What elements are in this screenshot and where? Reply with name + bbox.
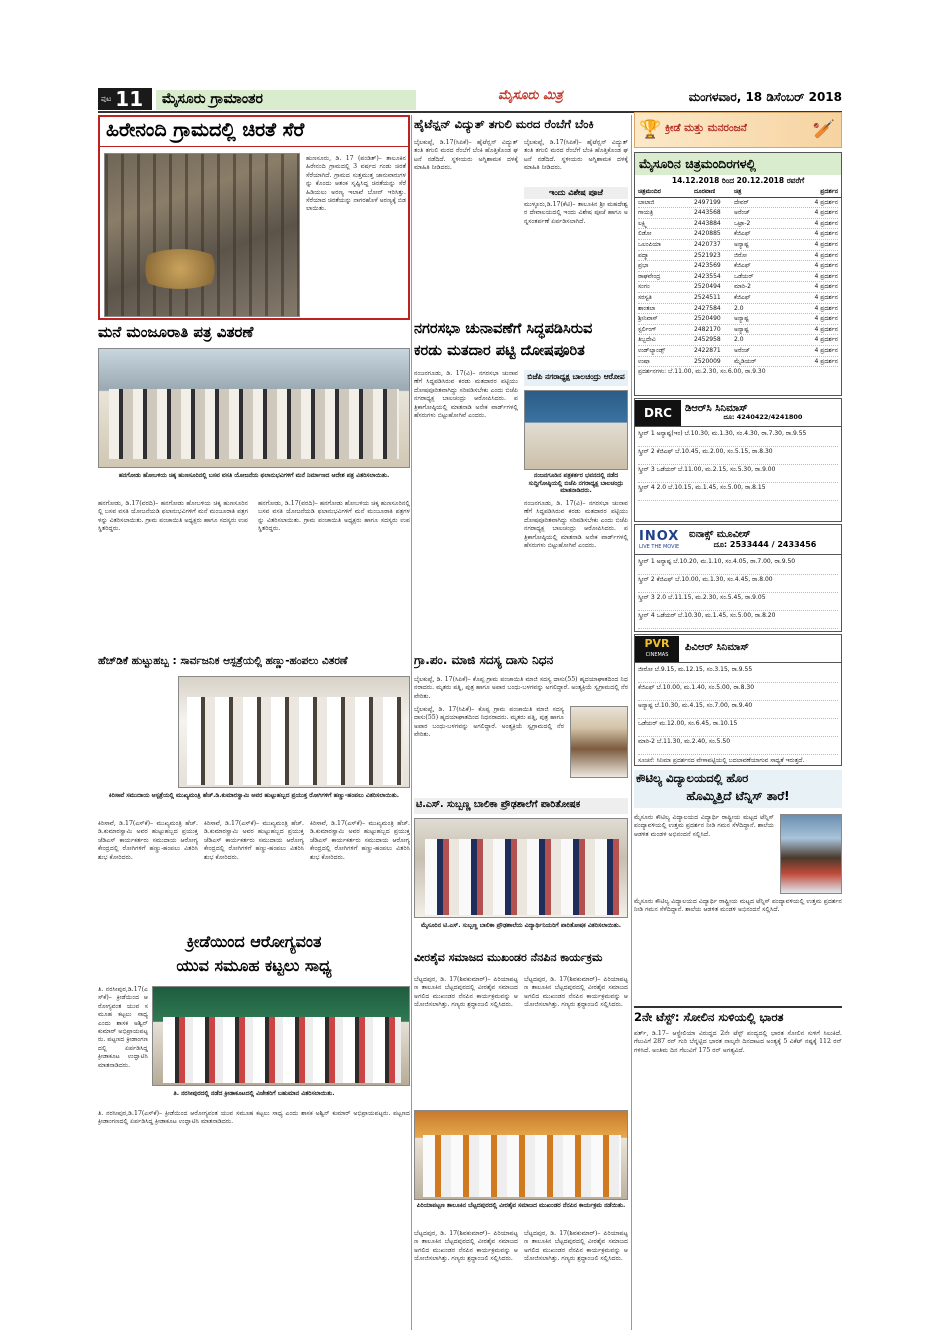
headline-line-2: ಯುವ ಸಮೂಹ ಕಟ್ಟಲು ಸಾಧ್ಯ xyxy=(176,958,332,975)
theatre-row: ಶಾಂತಲಾ 2427584 2.0 4 ಪ್ರದರ್ಶನ xyxy=(638,304,838,315)
theatre-row: ಶ್ರೀನಿವಾಸ್ 2520490 ಅನ್ಯಾಷ್ಟ 4 ಪ್ರದರ್ಶನ xyxy=(638,314,838,325)
article-body-side: ತಿ. ನರಸೀಪುರ,ಡಿ.17(ಎಸ್‌ಕೆ)– ಕ್ರೀಡೆಯಿಂದ ಆರೋಗ್ಯವಂತ ಯುವ ಸಮೂಹ ಕಟ್ಟಲು ಸಾಧ್ಯ ಎಂದು ಶಾಸಕ ಅಶ್ವಿನ್ ಕುಮಾರ್ ಅಭಿಪ್ರಾಯಪಟ್ಟರು. ಪಟ್ಟಣದ ಕ್ರೀಡಾಂಗಣದಲ್ಲಿ ಏರ್ಪಡಿಸಿದ್ದ ಕ್ರೀಡಾಕೂಟ ಉದ್ಘಾಟಿಸಿ ಮಾತನಾಡಿದರು. xyxy=(98,986,148,1069)
article-body: ಬೈಲಕುಪ್ಪೆ, ಡಿ. 17(ಸಿಪಿಕೆ)– ಕೊಪ್ಪ ಗ್ರಾಮ ಪಂಚಾಯಿತಿ ಮಾಜಿ ಸದಸ್ಯ ದಾಸು(55) ಹೃದಯಾಘಾತದಿಂದ ನಿಧನರಾದರು. ಮೃತರು ಪತ್ನಿ, ಪುತ್ರ ಹಾಗೂ ಅಪಾರ ಬಂಧು-ಬಳಗವನ್ನು ಅಗಲಿದ್ದಾರೆ. ಅಂತ್ಯಕ್ರಿಯೆ ಸ್ವಗ್ರಾಮದಲ್ಲಿ ನೆರವೇರಿತು. xyxy=(414,676,628,700)
article-veerashaiva xyxy=(414,952,628,1330)
theatre-row: ಉಡ್‌ಲ್ಯಾಂಡ್ಸ್ 2422871 ಅರೆಂಜ್ 4 ಪ್ರದರ್ಶನ xyxy=(638,346,838,357)
article-body-2: ಹನಗೋಡು, ಡಿ.17(ವರದಿ)– ಹನಗೋಡು ಹೋಬಳಿಯ ಚಿಕ್ಕ ಹುಣಸೂರಿನಲ್ಲಿ ಬಸವ ವಸತಿ ಯೋಜನೆಯಡಿ ಫಲಾನುಭವಿಗಳಿಗೆ ಮನೆ ಮಂಜೂರಾತಿ ಪತ್ರಗಳನ್ನು ವಿತರಿಸಲಾಯಿತು. ಗ್ರಾಮ ಪಂಚಾಯಿತಿ ಅಧ್ಯಕ್ಷರು ಹಾಗೂ ಸದಸ್ಯರು ಉಪಸ್ಥಿತರಿದ್ದರು. xyxy=(258,500,410,533)
theatre-row: ಲಕ್ಷ್ಮಿ 2443884 ಒಟ್ರಾ-2 4 ಪ್ರದರ್ಶನ xyxy=(638,219,838,230)
theatres-header-row: ಚಿತ್ರಮಂದಿರ ದೂರವಾಣಿ ಚಿತ್ರ ಪ್ರದರ್ಶನ xyxy=(635,187,841,198)
pvr-cinemas xyxy=(634,634,842,766)
article-body-3: ಕಿರಿಸಾವೆ, ಡಿ.17(ಎಸ್‌ಕೆ)– ಮುಖ್ಯಮಂತ್ರಿ ಹೆಚ್.ಡಿ.ಕುಮಾರಸ್ವಾಮಿ ಅವರ ಹುಟ್ಟುಹಬ್ಬದ ಪ್ರಯುಕ್ತ ಜೆಡಿಎಸ್ ಕಾರ್ಯಕರ್ತರು ಸಮುದಾಯ ಆರೋಗ್ಯ ಕೇಂದ್ರದಲ್ಲಿ ರೋಗಿಗಳಿಗೆ ಹಣ್ಣು-ಹಂಪಲು ವಿತರಿಸಿ ಶುಭ ಕೋರಿದರು. xyxy=(310,820,410,861)
showtime-row: ಜೀರೋ ಬೆ.9.15, ಮ.12.15, ಸಂ.3.15, ರಾ.9.55 xyxy=(638,665,838,683)
section-title: ಮೈಸೂರು ಗ್ರಾಮಾಂತರ xyxy=(156,90,416,110)
drc-title: ಡಿಆರ್‌ಸಿ ಸಿನಿಮಾಸ್ xyxy=(685,403,748,414)
article-body: ಬೆಟ್ಟದಪುರ, ಡಿ. 17(ಶಿವಕುಮಾರ್)– ಪಿರಿಯಾಪಟ್ಟಣ ತಾಲೂಕಿನ ಬೆಟ್ಟದಪುರದಲ್ಲಿ ವೀರಶೈವ ಸಮಾಜದ ಅಗಲಿದ ಮುಖಂಡರ ನೆನಪಿನ ಕಾರ್ಯಕ್ರಮವನ್ನು ಆಯೋಜಿಸಲಾಗಿತ್ತು. ಗಣ್ಯರು ಶ್ರದ್ಧಾಂಜಲಿ ಸಲ್ಲಿಸಿದರು. xyxy=(414,976,518,1009)
showtime-row: ಸ್ಕ್ರೀನ್ 4 2.0 ಬೆ.10.15, ಮ.1.45, ಸಂ.5.00, ರಾ.8.15 xyxy=(638,483,838,501)
issue-date: ಮಂಗಳವಾರ, 18 ಡಿಸೆಂಬರ್ 2018 xyxy=(688,91,842,104)
theatres-dates: 14.12.2018 ರಿಂದ 20.12.2018 ರವರೆಗೆ xyxy=(671,176,805,185)
photo-caption: ಹನಗೋಡು ಹೋಬಳಿಯ ಚಿಕ್ಕ ಹುಣಸೂರಿನಲ್ಲಿ ಬಸವ ವಸತಿ ಯೋಜನೆಯ ಫಲಾನುಭವಿಗಳಿಗೆ ಮನೆ ನಿರ್ಮಾಣದ ಆದೇಶ ಪತ್ರ ವಿತರಿಸಲಾಯಿತು. xyxy=(118,472,390,479)
article-house xyxy=(98,322,410,650)
tennis-player-photo xyxy=(780,814,842,894)
page-word: ಪುಟ xyxy=(101,94,112,103)
subheadline: ಇಂದು ವಿಶೇಷ ಪೂಜೆ xyxy=(524,187,628,199)
theatre-row: ಒಲಂಪಿಯಾ 2420737 ಅನ್ಯಾಷ್ಟ 4 ಪ್ರದರ್ಶನ xyxy=(638,240,838,251)
page-header xyxy=(98,86,842,112)
theatre-row: ಉಷಾ 2520009 ಮೈಡಿಯರ್ 4 ಪ್ರದರ್ಶನ xyxy=(638,357,838,368)
article-body-4: ಬೆಟ್ಟದಪುರ, ಡಿ. 17(ಶಿವಕುಮಾರ್)– ಪಿರಿಯಾಪಟ್ಟಣ ತಾಲೂಕಿನ ಬೆಟ್ಟದಪುರದಲ್ಲಿ ವೀರಶೈವ ಸಮಾಜದ ಅಗಲಿದ ಮುಖಂಡರ ನೆನಪಿನ ಕಾರ್ಯಕ್ರಮವನ್ನು ಆಯೋಜಿಸಲಾಗಿತ್ತು. ಗಣ್ಯರು ಶ್ರದ್ಧಾಂಜಲಿ ಸಲ್ಲಿಸಿದರು. xyxy=(524,1230,628,1263)
banner-title: ಕ್ರೀಡೆ ಮತ್ತು ಮನರಂಜನೆ xyxy=(665,123,747,134)
headline-line-1: ನಗರಸಭಾ ಚುನಾವಣೆಗೆ ಸಿದ್ಧಪಡಿಸಿರುವ xyxy=(414,322,593,337)
headline: ಹಿರೇನಂದಿ ಗ್ರಾಮದಲ್ಲಿ ಚಿರತೆ ಸೆರೆ xyxy=(100,117,408,147)
inox-phone: ದೂ: 2533444 / 2433456 xyxy=(713,540,817,549)
showtime-row: ಸ್ಕ್ರೀನ್ 3 2.0 ಬೆ.11.15, ಮ.2.30, ಸಂ.5.45, ರಾ.9.05 xyxy=(638,593,838,611)
article-body-2: ಕಿರಿಸಾವೆ, ಡಿ.17(ಎಸ್‌ಕೆ)– ಮುಖ್ಯಮಂತ್ರಿ ಹೆಚ್.ಡಿ.ಕುಮಾರಸ್ವಾಮಿ ಅವರ ಹುಟ್ಟುಹಬ್ಬದ ಪ್ರಯುಕ್ತ ಜೆಡಿಎಸ್ ಕಾರ್ಯಕರ್ತರು ಸಮುದಾಯ ಆರೋಗ್ಯ ಕೇಂದ್ರದಲ್ಲಿ ರೋಗಿಗಳಿಗೆ ಹಣ್ಣು-ಹಂಪಲು ವಿತರಿಸಿ ಶುಭ ಕೋರಿದರು. xyxy=(204,820,304,861)
inox-logo: INOX LIVE THE MOVIE xyxy=(639,529,680,550)
article-body-2: ಬೆಟ್ಟದಪುರ, ಡಿ. 17(ಶಿವಕುಮಾರ್)– ಪಿರಿಯಾಪಟ್ಟಣ ತಾಲೂಕಿನ ಬೆಟ್ಟದಪುರದಲ್ಲಿ ವೀರಶೈವ ಸಮಾಜದ ಅಗಲಿದ ಮುಖಂಡರ ನೆನಪಿನ ಕಾರ್ಯಕ್ರಮವನ್ನು ಆಯೋಜಿಸಲಾಗಿತ್ತು. ಗಣ್ಯರು ಶ್ರದ್ಧಾಂಜಲಿ ಸಲ್ಲಿಸಿದರು. xyxy=(524,976,628,1009)
headline-line-1: ಕ್ರೀಡೆಯಿಂದ ಆರೋಗ್ಯವಂತ xyxy=(186,934,322,951)
article-body-3: ಬೆಟ್ಟದಪುರ, ಡಿ. 17(ಶಿವಕುಮಾರ್)– ಪಿರಿಯಾಪಟ್ಟಣ ತಾಲೂಕಿನ ಬೆಟ್ಟದಪುರದಲ್ಲಿ ವೀರಶೈವ ಸಮಾಜದ ಅಗಲಿದ ಮುಖಂಡರ ನೆನಪಿನ ಕಾರ್ಯಕ್ರಮವನ್ನು ಆಯೋಜಿಸಲಾಗಿತ್ತು. ಗಣ್ಯರು ಶ್ರದ್ಧಾಂಜಲಿ ಸಲ್ಲಿಸಿದರು. xyxy=(414,1230,518,1263)
article-body-2: ಬೈಲಕುಪ್ಪೆ, ಡಿ.17(ಸಿಪಿಕೆ)– ಹೈಟೆನ್ಷನ್ ವಿದ್ಯುತ್ ತಂತಿ ತಗುಲಿ ಮರದ ರೆಂಬೆಗೆ ಬೆಂಕಿ ಹೊತ್ತಿಕೊಂಡ ಘಟನೆ ನಡೆದಿದೆ. ಸ್ಥಳೀಯರು ಅಗ್ನಿಶಾಮಕ ದಳಕ್ಕೆ ಮಾಹಿತಿ ನೀಡಿದರು. xyxy=(524,139,628,172)
theatre-row: ಬಾಲಾಜಿ 2497199 ದೇವರ್ 4 ಪ್ರದರ್ಶನ xyxy=(638,198,838,209)
showtime-row: ಒಡೆಯರ್ ಮ.12.00, ಸಂ.6.45, ರಾ.10.15 xyxy=(638,719,838,737)
page-number: 11 xyxy=(115,87,144,111)
photo-caption: ನಂಜನಗೂಡಿನ ಪತ್ರಕರ್ತರ ಭವನದಲ್ಲಿ ನಡೆದ ಸುದ್ದಿಗೋಷ್ಠಿಯಲ್ಲಿ ಬಿಜೆಪಿ ನಗರಾಧ್ಯಕ್ಷ ಬಾಲಚಂದ್ರು ಮಾತನಾಡಿದರು. xyxy=(528,472,624,494)
inox-title: ಐನಾಕ್ಸ್ ಮೂವೀಸ್ xyxy=(689,530,751,541)
drc-cinemas xyxy=(634,398,842,522)
showtime-row: ಸ್ಕ್ರೀನ್ 2 ಕೆಜಿಎಫ್ ಬೆ.10.00, ಮ.1.30, ಸಂ.4.45, ರಾ.8.00 xyxy=(638,575,838,593)
headline-line-2: ಹೊಮ್ಮಿತ್ತಿದೆ ಟೆನ್ನಿಸ್ ತಾರೆ! xyxy=(634,788,842,808)
headline: ಗ್ರಾ.ಪಂ. ಮಾಜಿ ಸದಸ್ಯ ದಾಸು ನಿಧನ xyxy=(414,654,554,667)
pvr-note: ಸೂಚನೆ: ಸಿನಿಮಾ ಪ್ರದರ್ಶನದ ವೇಳಾಪಟ್ಟಿಯಲ್ಲಿ ಬದಲಾವಣೆಯಾಗುವ ಸಾಧ್ಯತೆ ಇರುತ್ತದೆ. xyxy=(638,757,805,764)
headline: ಟಿ.ಎಸ್. ಸುಬ್ಬಣ್ಣ ಬಾಲಿಕಾ ಪ್ರೌಢಶಾಲೆಗೆ ಪಾರಿತೋಷಕ xyxy=(414,798,628,814)
cricket-icon: 🏏 xyxy=(812,119,835,140)
article-body: ತಿ. ನರಸೀಪುರ,ಡಿ.17(ಎಸ್‌ಕೆ)– ಕ್ರೀಡೆಯಿಂದ ಆರೋಗ್ಯವಂತ ಯುವ ಸಮೂಹ ಕಟ್ಟಲು ಸಾಧ್ಯ ಎಂದು ಶಾಸಕ ಅಶ್ವಿನ್ ಕುಮಾರ್ ಅಭಿಪ್ರಾಯಪಟ್ಟರು. ಪಟ್ಟಣದ ಕ್ರೀಡಾಂಗಣದಲ್ಲಿ ಏರ್ಪಡಿಸಿದ್ದ ಕ್ರೀಡಾಕೂಟ ಉದ್ಘಾಟಿಸಿ ಮಾತನಾಡಿದರು. xyxy=(98,1110,410,1126)
drc-logo: DRC xyxy=(635,400,681,426)
theatre-row: ಲಿಡೋ 2420885 ಕೆಜಿಎಫ್ 4 ಪ್ರದರ್ಶನ xyxy=(638,229,838,240)
article-electric xyxy=(414,115,628,320)
photo-caption: ಕಿರಿಸಾವೆ ಸಮುದಾಯ ಆಸ್ಪತ್ರೆಯಲ್ಲಿ ಮುಖ್ಯಮಂತ್ರಿ ಹೆಚ್.ಡಿ.ಕುಮಾರಸ್ವಾಮಿ ಅವರ ಹುಟ್ಟುಹಬ್ಬದ ಪ್ರಯುಕ್ತ ರೋಗಿಗಳಿಗೆ ಹಣ್ಣು-ಹಂಪಲು ವಿತರಿಸಲಾಯಿತು. xyxy=(108,792,400,799)
pvr-showtimes xyxy=(635,663,841,757)
pvr-title: ಪಿವಿಆರ್ ಸಿನಿಮಾಸ್ xyxy=(685,643,749,654)
headline: ಹೈಟೆನ್ಷನ್ ವಿದ್ಯುತ್ ತಗುಲಿ ಮರದ ರೆಂಬೆಗೆ ಬೆಂಕಿ xyxy=(414,117,594,131)
award-photo xyxy=(414,818,628,918)
article-body: ಬೈಲಕುಪ್ಪೆ, ಡಿ.17(ಸಿಪಿಕೆ)– ಹೈಟೆನ್ಷನ್ ವಿದ್ಯುತ್ ತಂತಿ ತಗುಲಿ ಮರದ ರೆಂಬೆಗೆ ಬೆಂಕಿ ಹೊತ್ತಿಕೊಂಡ ಘಟನೆ ನಡೆದಿದೆ. ಸ್ಥಳೀಯರು ಅಗ್ನಿಶಾಮಕ ದಳಕ್ಕೆ ಮಾಹಿತಿ ನೀಡಿದರು. xyxy=(414,139,518,172)
article-body-3: ಮುಳ್ಳೂರು,ಡಿ.17(ಕೆಟಿ)– ತಾಲೂಕಿನ ಶ್ರೀ ಮಹದೇಶ್ವರ ದೇವಾಲಯದಲ್ಲಿ ಇಂದು ವಿಶೇಷ ಪೂಜೆ ಹಾಗೂ ಅನ್ನಸಂತರ್ಪಣೆ ಏರ್ಪಡಿಸಲಾಗಿದೆ. xyxy=(524,201,628,225)
theatre-row: ಸರಸ್ವತಿ 2524511 ಕೆಜಿಎಫ್ 4 ಪ್ರದರ್ಶನ xyxy=(638,293,838,304)
article-body-2: ನಂಜನಗೂಡು, ಡಿ. 17(ವಿ)– ನಗರಸಭಾ ಚುನಾವಣೆಗೆ ಸಿದ್ಧಪಡಿಸಿರುವ ಕರಡು ಮತದಾರರ ಪಟ್ಟಿಯು ದೋಷಪೂರಿತವಾಗಿದ್ದು ಸರಿಪಡಿಸಬೇಕು ಎಂದು ಬಿಜೆಪಿ ನಗರಾಧ್ಯಕ್ಷ ಬಾಲಚಂದ್ರು ಆರೋಪಿಸಿದರು. ಪತ್ರಿಕಾಗೋಷ್ಠಿಯಲ್ಲಿ ಮಾತನಾಡಿ ಅನೇಕ ವಾರ್ಡ್‌ಗಳಲ್ಲಿ ಹೆಸರುಗಳು ಬಿಟ್ಟುಹೋಗಿವೆ ಎಂದರು. xyxy=(524,500,628,550)
article-body: ಹನಗೋಡು, ಡಿ.17(ವರದಿ)– ಹನಗೋಡು ಹೋಬಳಿಯ ಚಿಕ್ಕ ಹುಣಸೂರಿನಲ್ಲಿ ಬಸವ ವಸತಿ ಯೋಜನೆಯಡಿ ಫಲಾನುಭವಿಗಳಿಗೆ ಮನೆ ಮಂಜೂರಾತಿ ಪತ್ರಗಳನ್ನು ವಿತರಿಸಲಾಯಿತು. ಗ್ರಾಮ ಪಂಚಾಯಿತಿ ಅಧ್ಯಕ್ಷರು ಹಾಗೂ ಸದಸ್ಯರು ಉಪಸ್ಥಿತರಿದ್ದರು. xyxy=(98,500,248,533)
article-body-2: ಬೈಲಕುಪ್ಪೆ, ಡಿ. 17(ಸಿಪಿಕೆ)– ಕೊಪ್ಪ ಗ್ರಾಮ ಪಂಚಾಯಿತಿ ಮಾಜಿ ಸದಸ್ಯ ದಾಸು(55) ಹೃದಯಾಘಾತದಿಂದ ನಿಧನರಾದರು. ಮೃತರು ಪತ್ನಿ, ಪುತ್ರ ಹಾಗೂ ಅಪಾರ ಬಂಧು-ಬಳಗವನ್ನು ಅಗಲಿದ್ದಾರೆ. ಅಂತ್ಯಕ್ರಿಯೆ ಸ್ವಗ್ರಾಮದಲ್ಲಿ ನೆರವೇರಿತು. xyxy=(414,706,564,739)
entertainment-banner xyxy=(634,112,842,148)
article-body-2: ಮೈಸೂರು ಕೌಟಿಲ್ಯ ವಿದ್ಯಾಲಯದ ವಿದ್ಯಾರ್ಥಿ ರಾಷ್ಟ್ರೀಯ ಮಟ್ಟದ ಟೆನ್ನಿಸ್ ಪಂದ್ಯಾವಳಿಯಲ್ಲಿ ಉತ್ತಮ ಪ್ರದರ್ಶನ ನೀಡಿ ಗಮನ ಸೆಳೆದಿದ್ದಾನೆ. ಶಾಲೆಯ ಆಡಳಿತ ಮಂಡಳಿ ಅಭಿನಂದನೆ ಸಲ್ಲಿಸಿದೆ. xyxy=(634,898,842,914)
sports-award-photo xyxy=(152,986,410,1086)
masthead: ಮೈಸೂರು ಮಿತ್ರ xyxy=(498,89,563,103)
article-body: ಕಿರಿಸಾವೆ, ಡಿ.17(ಎಸ್‌ಕೆ)– ಮುಖ್ಯಮಂತ್ರಿ ಹೆಚ್.ಡಿ.ಕುಮಾರಸ್ವಾಮಿ ಅವರ ಹುಟ್ಟುಹಬ್ಬದ ಪ್ರಯುಕ್ತ ಜೆಡಿಎಸ್ ಕಾರ್ಯಕರ್ತರು ಸಮುದಾಯ ಆರೋಗ್ಯ ಕೇಂದ್ರದಲ್ಲಿ ರೋಗಿಗಳಿಗೆ ಹಣ್ಣು-ಹಂಪಲು ವಿತರಿಸಿ ಶುಭ ಕೋರಿದರು. xyxy=(98,820,198,861)
trophy-icon: 🏆 xyxy=(639,119,662,140)
showtime-row: ಸ್ಕ್ರೀನ್ 2 ಕೆಜಿಎಫ್ ಬೆ.10.45, ಮ.2.00, ಸಂ.5.15, ರಾ.8.30 xyxy=(638,447,838,465)
article-body: ಮೈಸೂರು ಕೌಟಿಲ್ಯ ವಿದ್ಯಾಲಯದ ವಿದ್ಯಾರ್ಥಿ ರಾಷ್ಟ್ರೀಯ ಮಟ್ಟದ ಟೆನ್ನಿಸ್ ಪಂದ್ಯಾವಳಿಯಲ್ಲಿ ಉತ್ತಮ ಪ್ರದರ್ಶನ ನೀಡಿ ಗಮನ ಸೆಳೆದಿದ್ದಾನೆ. ಶಾಲೆಯ ಆಡಳಿತ ಮಂಡಳಿ ಅಭಿನಂದನೆ ಸಲ್ಲಿಸಿದೆ. xyxy=(634,814,774,838)
theatres-note: ಪ್ರದರ್ಶನಗಳು: ಬೆ.11.00, ಮ.2.30, ಸಂ.6.00, ರಾ.9.30 xyxy=(638,368,766,376)
theatre-listings xyxy=(634,152,842,396)
press-meet-photo xyxy=(524,390,628,470)
right-column xyxy=(634,112,842,1330)
drc-phone: ದೂ: 4240422/4241800 xyxy=(723,414,803,422)
headline-line-2: ಕರಡು ಮತದಾರ ಪಟ್ಟಿ ದೋಷಪೂರಿತ xyxy=(414,344,585,359)
house-photo xyxy=(98,348,410,468)
theatre-row: ಸಂಗಂ 2520494 ಮಾರಿ-2 4 ಪ್ರದರ್ಶನ xyxy=(638,282,838,293)
article-voters xyxy=(414,322,628,650)
article-cricket xyxy=(634,1006,842,1330)
headline: ಹೆಚ್‌ಡಿಕೆ ಹುಟ್ಟುಹಬ್ಬ : ಸಾರ್ವಜನಿಕ ಆಸ್ಪತ್ರೆಯಲ್ಲಿ ಹಣ್ಣು-ಹಂಪಲು ವಿತರಣೆ xyxy=(98,655,348,667)
photo-caption: ಮೈಸೂರಿನ ಟಿ.ಎಸ್. ಸುಬ್ಬಣ್ಣ ಬಾಲಿಕಾ ಪ್ರೌಢಶಾಲೆಯ ವಿದ್ಯಾರ್ಥಿನಿಯರಿಗೆ ಪಾರಿತೋಷಕ ವಿತರಿಸಲಾಯಿತು. xyxy=(420,922,622,929)
inox-showtimes xyxy=(635,555,841,631)
theatre-rows xyxy=(635,198,841,368)
headline: ವೀರಶೈವ ಸಮಾಜದ ಮುಖಂಡರ ನೆನಪಿನ ಕಾರ್ಯಕ್ರಮ xyxy=(414,952,603,964)
article-sports xyxy=(98,934,410,1330)
article-body: ನಂಜನಗೂಡು, ಡಿ. 17(ವಿ)– ನಗರಸಭಾ ಚುನಾವಣೆಗೆ ಸಿದ್ಧಪಡಿಸಿರುವ ಕರಡು ಮತದಾರರ ಪಟ್ಟಿಯು ದೋಷಪೂರಿತವಾಗಿದ್ದು ಸರಿಪಡಿಸಬೇಕು ಎಂದು ಬಿಜೆಪಿ ನಗರಾಧ್ಯಕ್ಷ ಬಾಲಚಂದ್ರು ಆರೋಪಿಸಿದರು. ಪತ್ರಿಕಾಗೋಷ್ಠಿಯಲ್ಲಿ ಮಾತನಾಡಿ ಅನೇಕ ವಾರ್ಡ್‌ಗಳಲ್ಲಿ ಹೆಸರುಗಳು ಬಿಟ್ಟುಹೋಗಿವೆ ಎಂದರು. xyxy=(414,370,518,420)
theatre-row: ತಿಬ್ಬದೇವಿ 2452958 2.0 4 ಪ್ರದರ್ಶನ xyxy=(638,335,838,346)
article-school xyxy=(414,798,628,948)
showtime-row: ಮಾರಿ-2 ಬೆ.11.30, ಮ.2.40, ಸಂ.5.50 xyxy=(638,737,838,755)
article-body: ಪರ್ತ್, ಡಿ.17– ಆಸ್ಟ್ರೇಲಿಯಾ ವಿರುದ್ಧದ 2ನೇ ಟೆಸ್ಟ್ ಪಂದ್ಯದಲ್ಲಿ ಭಾರತ ಸೋಲಿನ ಸುಳಿಗೆ ಸಿಲುಕಿದೆ. ಗೆಲುವಿಗೆ 287 ರನ್ ಗುರಿ ಬೆನ್ನಟ್ಟಿದ ಭಾರತ ನಾಲ್ಕನೇ ದಿನದಾಟದ ಅಂತ್ಯಕ್ಕೆ 5 ವಿಕೆಟ್ ನಷ್ಟಕ್ಕೆ 112 ರನ್ ಗಳಿಸಿದೆ. ಅಂತಿಮ ದಿನ ಗೆಲುವಿಗೆ 175 ರನ್ ಅಗತ್ಯವಿದೆ. xyxy=(634,1030,842,1054)
article-dasu xyxy=(414,654,628,794)
theatre-row: ರಾಘವೇಂದ್ರ 2423554 ಒಡೆಯರ್ 4 ಪ್ರದರ್ಶನ xyxy=(638,272,838,283)
theatre-row: ಸ್ಟರ್ಲಿಂಗ್ 2482170 ಅನ್ಯಾಷ್ಟ 4 ಪ್ರದರ್ಶನ xyxy=(638,325,838,336)
headline-line-1: ಕೌಟಿಲ್ಯ ವಿದ್ಯಾಲಯದಲ್ಲಿ ಹೊರ xyxy=(634,770,842,788)
headline: ಮನೆ ಮಂಜೂರಾತಿ ಪತ್ರ ವಿತರಣೆ xyxy=(98,323,254,341)
pvr-logo: PVR CINEMAS xyxy=(635,636,679,662)
theatres-title: ಮೈಸೂರಿನ ಚಿತ್ರಮಂದಿರಗಳಲ್ಲಿ xyxy=(635,153,841,175)
article-leopard xyxy=(98,115,410,320)
showtime-row: ಕೆಜಿಎಫ್ ಬೆ.10.00, ಮ.1.40, ಸಂ.5.00, ರಾ.8.30 xyxy=(638,683,838,701)
theatre-row: ಪದ್ಮಾ 2521923 ಜಿರೋ 4 ಪ್ರದರ್ಶನ xyxy=(638,251,838,262)
page-number-badge xyxy=(98,88,152,110)
dasu-portrait xyxy=(570,706,628,778)
drc-showtimes xyxy=(635,427,841,503)
theatre-row: ಪ್ರಭಾ 2423569 ಕೆಜಿಎಫ್ 4 ಪ್ರದರ್ಶನ xyxy=(638,261,838,272)
showtime-row: ಅನ್ಯಾಷ್ಟ ಬೆ.10.30, ಮ.4.15, ಸಂ.7.00, ರಾ.9.40 xyxy=(638,701,838,719)
inox-movies xyxy=(634,524,842,632)
showtime-row: ಸ್ಕ್ರೀನ್ 3 ಒಡೆಯರ್ ಬೆ.11.00, ಮ.2.15, ಸಂ.5.30, ರಾ.9.00 xyxy=(638,465,838,483)
article-tennis xyxy=(634,770,842,1002)
photo-caption: ಪಿರಿಯಾಪಟ್ಟಣ ತಾಲೂಕಿನ ಬೆಟ್ಟದಪುರದಲ್ಲಿ ವೀರಶೈವ ಸಮಾಜದ ಮುಖಂಡರ ನೆನಪಿನ ಕಾರ್ಯಕ್ರಮ ನಡೆಯಿತು. xyxy=(416,1202,626,1209)
photo-caption: ತಿ. ನರಸೀಪುರದಲ್ಲಿ ನಡೆದ ಕ್ರೀಡಾಕೂಟದಲ್ಲಿ ವಿಜೇತರಿಗೆ ಬಹುಮಾನ ವಿತರಿಸಲಾಯಿತು. xyxy=(173,1090,335,1097)
hospital-photo xyxy=(178,676,410,788)
article-body: ಹುಣಸೂರು, ಡಿ. 17 (ಪಂಡಿತ್)– ತಾಲೂಕಿನ ಹಿರೇನಂದಿ ಗ್ರಾಮದಲ್ಲಿ 3 ವರ್ಷದ ಗಂಡು ಚಿರತೆ ಸೆರೆಯಾಗಿದೆ. ಗ್ರಾಮದ ಸುತ್ತಮುತ್ತ ಜಾನುವಾರುಗಳನ್ನು ಕೊಂದು ಆತಂಕ ಸೃಷ್ಟಿಸಿದ್ದ ಚಿರತೆಯನ್ನು ಸೆರೆ ಹಿಡಿಯಲು ಅರಣ್ಯ ಇಲಾಖೆ ಬೋನ್ ಇರಿಸಿತ್ತು. ಸೆರೆಯಾದ ಚಿರತೆಯನ್ನು ನಾಗರಹೊಳೆ ಅರಣ್ಯಕ್ಕೆ ಬಿಡಲಾಯಿತು. xyxy=(306,155,406,213)
article-fruits xyxy=(98,654,410,930)
subheadline: ಬಿಜೆಪಿ ನಗರಾಧ್ಯಕ್ಷ ಬಾಲಚಂದ್ರು ಆರೋಪ xyxy=(524,370,628,386)
leopard-photo xyxy=(104,153,300,317)
showtime-row: ಸ್ಕ್ರೀನ್ 1 ಅನ್ಯಾಷ್ಟ(ಇಂ) ಬೆ.10.30, ಮ.1.30, ಸಂ.4.30, ರಾ.7.30, ರಾ.9.55 xyxy=(638,429,838,447)
theatre-row: ಗಾಯತ್ರಿ 2443568 ಅರೆಂಜ್ 4 ಪ್ರದರ್ಶನ xyxy=(638,208,838,219)
headline: 2ನೇ ಟೆಸ್ಟ್: ಸೋಲಿನ ಸುಳಿಯಲ್ಲಿ ಭಾರತ xyxy=(634,1006,842,1026)
showtime-row: ಸ್ಕ್ರೀನ್ 1 ಅನ್ಯಾಷ್ಟ ಬೆ.10.20, ಮ.1.10, ಸಂ.4.05, ರಾ.7.00, ರಾ.9.50 xyxy=(638,557,838,575)
memorial-photo xyxy=(414,1110,628,1200)
showtime-row: ಸ್ಕ್ರೀನ್ 4 ಒಡೆಯರ್ ಬೆ.10.30, ಮ.1.45, ಸಂ.5.00, ರಾ.8.20 xyxy=(638,611,838,629)
